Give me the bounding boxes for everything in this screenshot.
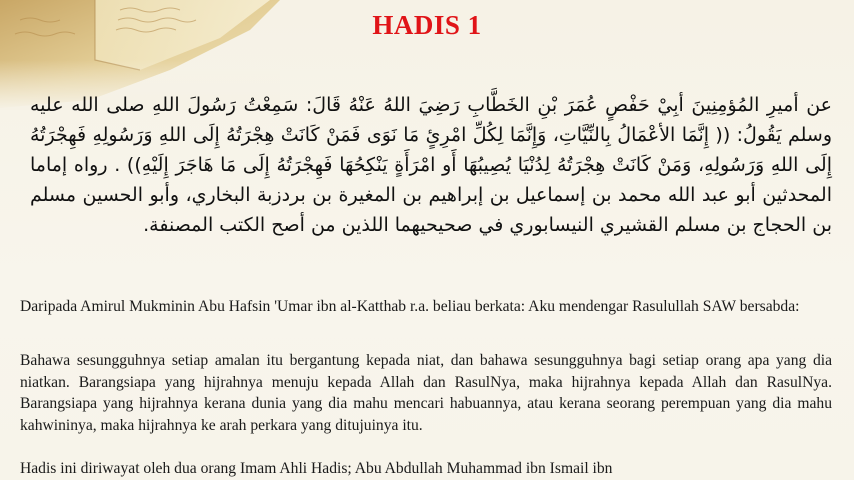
translation-paragraph-main: Bahawa sesungguhnya setiap amalan itu bergantung kepada niat, dan bahawa sesungguhnya bagi setiap orang apa yang dia niatkan. Barangsiapa yang hijrahnya menuju kepada Allah dan RasulNya, maka hijrahnya kepada Allah dan RasulNya. Barangsiapa yang hijrahnya kerana dunia yang dia mahu mencari habuannya, atau kerana seorang perempuan yang dia mahu kahwininya, maka hijrahnya ke arah perkara yang ditujuinya itu. [20, 352, 832, 434]
slide-title: HADIS 1 [372, 10, 482, 40]
arabic-hadith-text: عن أميرِ المُؤمِنِينَ أبِيْ حَفْصٍ عُمَرَ بْنِ الخَطَّابِ رَضِيَ اللهُ عَنْهُ قَالَ: سَمِعْتُ رَسُولَ اللهِ صلى الله عليه وسلم يَقُولُ: (( إِنَّمَا الأعْمَالُ بِالنِّيَّاتِ، وَإِنَّمَا لِكُلِّ امْرِئٍ مَا نَوَى فَمَنْ كَانَتْ هِجْرَتُهُ إِلَى اللهِ وَرَسُولِهِ فَهِجْرَتُهُ إِلَى اللهِ وَرَسُولِهِ، وَمَنْ كَانَتْ هِجْرَتُهُ لِدُنْيَا يُصِيبُهَا أَو امْرَأَةٍ يَنْكِحُهَا فَهِجْرَتُهُ إِلَى مَا هَاجَرَ إِلَيْهِ)) . رواه إماما المحدثين أبو عبد الله محمد بن إسماعيل بن إبراهيم بن المغيرة بن بردزبة البخاري، وأبو الحسين مسلم بن الحجاج بن مسلم القشيري النيسابوري في صحيحيهما اللذين من أصح الكتب المصنفة. [30, 94, 832, 236]
translation-paragraph-narration: Hadis ini diriwayat oleh dua orang Imam Ahli Hadis; Abu Abdullah Muhammad ibn Ismail ibn [20, 460, 613, 477]
translation-paragraph-intro: Daripada Amirul Mukminin Abu Hafsin 'Umar ibn al-Katthab r.a. beliau berkata: Aku mendengar Rasulullah SAW bersabda: [20, 298, 800, 315]
